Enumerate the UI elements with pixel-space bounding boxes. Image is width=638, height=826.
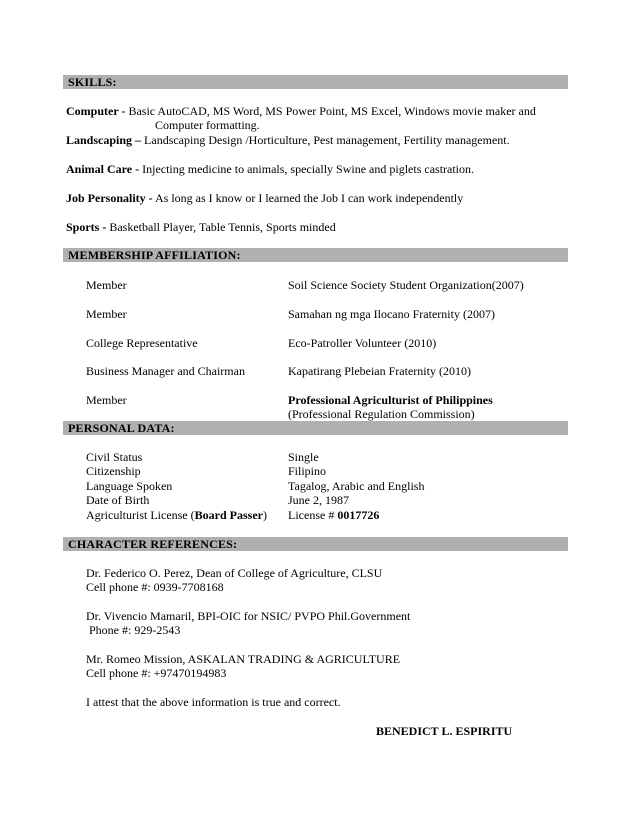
reference-phone: Phone #: 929-2543 [86,623,181,637]
personal-value: Single [288,450,319,464]
personal-label: Date of Birth [86,493,150,507]
license-label [86,508,267,523]
membership-role: Member [86,307,127,321]
license-label-post: ) [262,508,267,522]
reference-phone: Cell phone #: +97470194983 [86,666,227,680]
reference-phone: Cell phone #: 0939-7708168 [86,580,224,594]
membership-org-sub: (Professional Regulation Commission) [288,407,475,421]
personal-label: Civil Status [86,450,143,464]
reference-name: Dr. Federico O. Perez, Dean of College of Agriculture, CLSU [86,566,383,580]
skill-sports-text: Basketball Player, Table Tennis, Sports minded [109,220,336,234]
personal-label: Citizenship [86,464,141,478]
personal-label: Language Spoken [86,479,173,493]
skill-animal-label: Animal Care - [66,162,140,176]
skill-computer-text-cont: Computer formatting. [155,118,260,132]
skill-animal-text: Injecting medicine to animals, specially Swine and piglets castration. [142,162,475,176]
skill-computer-label: Computer - [66,104,126,118]
personal-value: Filipino [288,464,327,478]
membership-role: Business Manager and Chairman [86,364,245,378]
skill-sports-label: Sports - [66,220,107,234]
reference-name: Mr. Romeo Mission, ASKALAN TRADING & AGRICULTURE [86,652,401,666]
license-label-pre: Agriculturist License ( [86,508,195,522]
membership-org: Samahan ng mga Ilocano Fraternity (2007) [288,307,495,321]
license-number: 0017726 [337,508,380,522]
personal-header: PERSONAL DATA: [63,421,568,435]
references-header: CHARACTER REFERENCES: [63,537,568,551]
skill-sports [66,220,336,235]
skill-job-text: As long as I know or I learned the Job I can work independently [155,191,464,205]
signature-name: BENEDICT L. ESPIRITU [376,724,513,738]
skills-header: SKILLS: [63,75,568,89]
membership-org: Kapatirang Plebeian Fraternity (2010) [288,364,471,378]
skill-landscaping-text: Landscaping Design /Horticulture, Pest management, Fertility management. [144,133,510,147]
membership-role: Member [86,278,127,292]
skill-animal-care [66,162,474,177]
membership-role: College Representative [86,336,198,350]
skill-landscaping-label: Landscaping – [66,133,142,147]
membership-org: Professional Agriculturist of Philippines [288,393,493,407]
membership-role: Member [86,393,127,407]
membership-org: Eco-Patroller Volunteer (2010) [288,336,437,350]
skill-computer-text: Basic AutoCAD, MS Word, MS Power Point, MS Excel, Windows movie maker and [128,104,536,118]
skill-job-label: Job Personality - [66,191,153,205]
membership-header: MEMBERSHIP AFFILIATION: [63,248,568,262]
license-value [288,508,379,523]
skill-computer [66,104,536,119]
membership-org: Soil Science Society Student Organization(2007) [288,278,524,292]
attestation: I attest that the above information is true and correct. [86,695,341,709]
reference-name: Dr. Vivencio Mamaril, BPI-OIC for NSIC/ PVPO Phil.Government [86,609,411,623]
personal-value: June 2, 1987 [288,493,349,507]
personal-value: Tagalog, Arabic and English [288,479,425,493]
license-value-pre: License # [288,508,338,522]
license-label-bold: Board Passer [194,508,263,522]
skill-job-personality [66,191,463,206]
skill-landscaping [66,133,510,148]
